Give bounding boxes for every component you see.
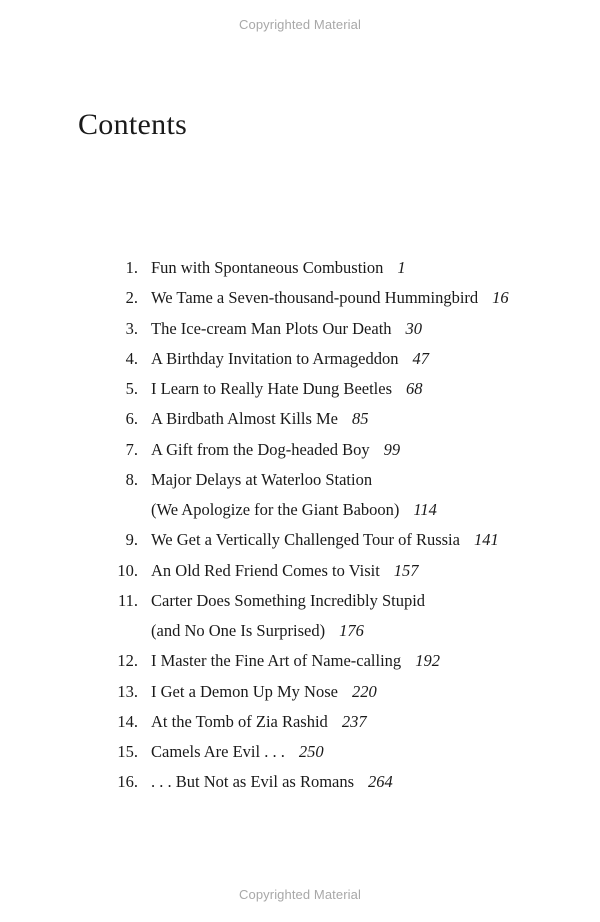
chapter-number: 16.: [117, 772, 138, 792]
toc-entry: [0, 465, 600, 526]
chapter-title-text: A Gift from the Dog-headed Boy: [151, 439, 370, 459]
chapter-number: 13.: [117, 681, 138, 701]
chapter-number: 3.: [125, 318, 138, 338]
toc-entry: [0, 677, 600, 707]
chapter-title-text: I Master the Fine Art of Name-calling: [151, 651, 402, 671]
chapter-title: [151, 495, 437, 525]
chapter-title-text: We Get a Vertically Challenged Tour of Russia: [151, 530, 460, 550]
chapter-title: [151, 525, 499, 555]
chapter-title: [151, 253, 406, 283]
chapter-number: 8.: [125, 469, 138, 489]
toc-entry: [0, 556, 600, 586]
toc-line: [0, 283, 600, 313]
page-title: Contents: [78, 108, 188, 141]
toc-line: [0, 495, 600, 525]
toc-line: [0, 465, 600, 495]
chapter-title: [151, 586, 425, 616]
page-number: 237: [341, 711, 367, 731]
chapter-number: 4.: [125, 348, 138, 368]
chapter-title: [151, 677, 377, 707]
toc-entry: [0, 525, 600, 555]
toc-entry: [0, 374, 600, 404]
chapter-number: 7.: [125, 439, 138, 459]
page-number: 141: [473, 530, 499, 550]
page-number: 176: [339, 621, 364, 640]
chapter-number: 6.: [125, 409, 138, 429]
table-of-contents: [0, 253, 600, 798]
chapter-number: 14.: [117, 711, 138, 731]
toc-line: [0, 616, 600, 646]
toc-line: [0, 374, 600, 404]
page-number: 157: [393, 560, 419, 580]
chapter-title-text: A Birthday Invitation to Armageddon: [151, 348, 399, 368]
chapter-number: 5.: [125, 379, 138, 398]
page-number: 68: [406, 379, 423, 398]
chapter-number: 2.: [125, 288, 138, 308]
toc-entry: [0, 253, 600, 283]
chapter-title: [151, 283, 509, 313]
page-number: 85: [352, 409, 369, 429]
toc-line: [0, 404, 600, 434]
chapter-title-text: I Get a Demon Up My Nose: [151, 681, 338, 701]
chapter-number: 10.: [117, 560, 138, 580]
page-number: 16: [492, 288, 509, 308]
chapter-title: [151, 737, 324, 767]
toc-entry: [0, 707, 600, 737]
chapter-title-text: . . . But Not as Evil as Romans: [151, 772, 355, 792]
toc-entry: [0, 314, 600, 344]
toc-line: [0, 707, 600, 737]
page-number: 264: [368, 772, 393, 792]
chapter-title: [151, 404, 369, 434]
toc-line: [0, 314, 600, 344]
chapter-title-text: Major Delays at Waterloo Station: [151, 469, 373, 489]
chapter-title: [151, 616, 364, 646]
chapter-number: 11.: [117, 590, 138, 610]
chapter-title: [151, 707, 367, 737]
toc-line: [0, 646, 600, 676]
toc-line: [0, 556, 600, 586]
chapter-title-text: A Birdbath Almost Kills Me: [151, 409, 339, 429]
toc-line: [0, 586, 600, 616]
watermark-bottom: Copyrighted Material: [239, 887, 361, 902]
page-number: 114: [413, 500, 437, 519]
toc-line: [0, 677, 600, 707]
page-number: 250: [298, 742, 324, 761]
chapter-title-text: I Learn to Really Hate Dung Beetles: [151, 379, 392, 398]
toc-entry: [0, 737, 600, 767]
chapter-title-text: Fun with Spontaneous Combustion: [151, 258, 384, 277]
chapter-title: [151, 556, 419, 586]
page-number: 220: [351, 681, 377, 701]
chapter-title-text: (We Apologize for the Giant Baboon): [151, 500, 400, 519]
toc-line: [0, 344, 600, 374]
page-number: 192: [415, 651, 440, 671]
watermark-top: Copyrighted Material: [239, 17, 361, 32]
page-number: 47: [412, 348, 429, 368]
chapter-title-text: At the Tomb of Zia Rashid: [151, 711, 328, 731]
chapter-title: [151, 344, 429, 374]
toc-line: [0, 767, 600, 797]
chapter-title: [151, 435, 400, 465]
toc-entry: [0, 646, 600, 676]
chapter-title-text: Camels Are Evil . . .: [151, 742, 285, 761]
chapter-title: [151, 465, 372, 495]
toc-line: [0, 737, 600, 767]
chapter-title-text: The Ice-cream Man Plots Our Death: [151, 318, 392, 338]
page-number: 99: [383, 439, 401, 459]
chapter-number: 12.: [117, 651, 138, 671]
chapter-title-text: Carter Does Something Incredibly Stupid: [151, 590, 426, 610]
toc-line: [0, 253, 600, 283]
chapter-title-text: We Tame a Seven-thousand-pound Hummingbird: [151, 288, 479, 308]
chapter-number: 15.: [117, 742, 138, 761]
toc-line: [0, 435, 600, 465]
chapter-title: [151, 646, 440, 676]
chapter-title-text: (and No One Is Surprised): [151, 621, 326, 640]
page-number: 1: [397, 258, 406, 277]
toc-entry: [0, 404, 600, 434]
toc-line: [0, 525, 600, 555]
chapter-title: [151, 314, 422, 344]
toc-entry: [0, 283, 600, 313]
chapter-title: [151, 374, 423, 404]
toc-entry: [0, 435, 600, 465]
chapter-number: 9.: [125, 530, 138, 550]
toc-entry: [0, 586, 600, 647]
chapter-title-text: An Old Red Friend Comes to Visit: [151, 560, 380, 580]
chapter-title: [151, 767, 393, 797]
chapter-number: 1.: [125, 258, 138, 277]
page-number: 30: [405, 318, 423, 338]
toc-entry: [0, 767, 600, 797]
toc-entry: [0, 344, 600, 374]
